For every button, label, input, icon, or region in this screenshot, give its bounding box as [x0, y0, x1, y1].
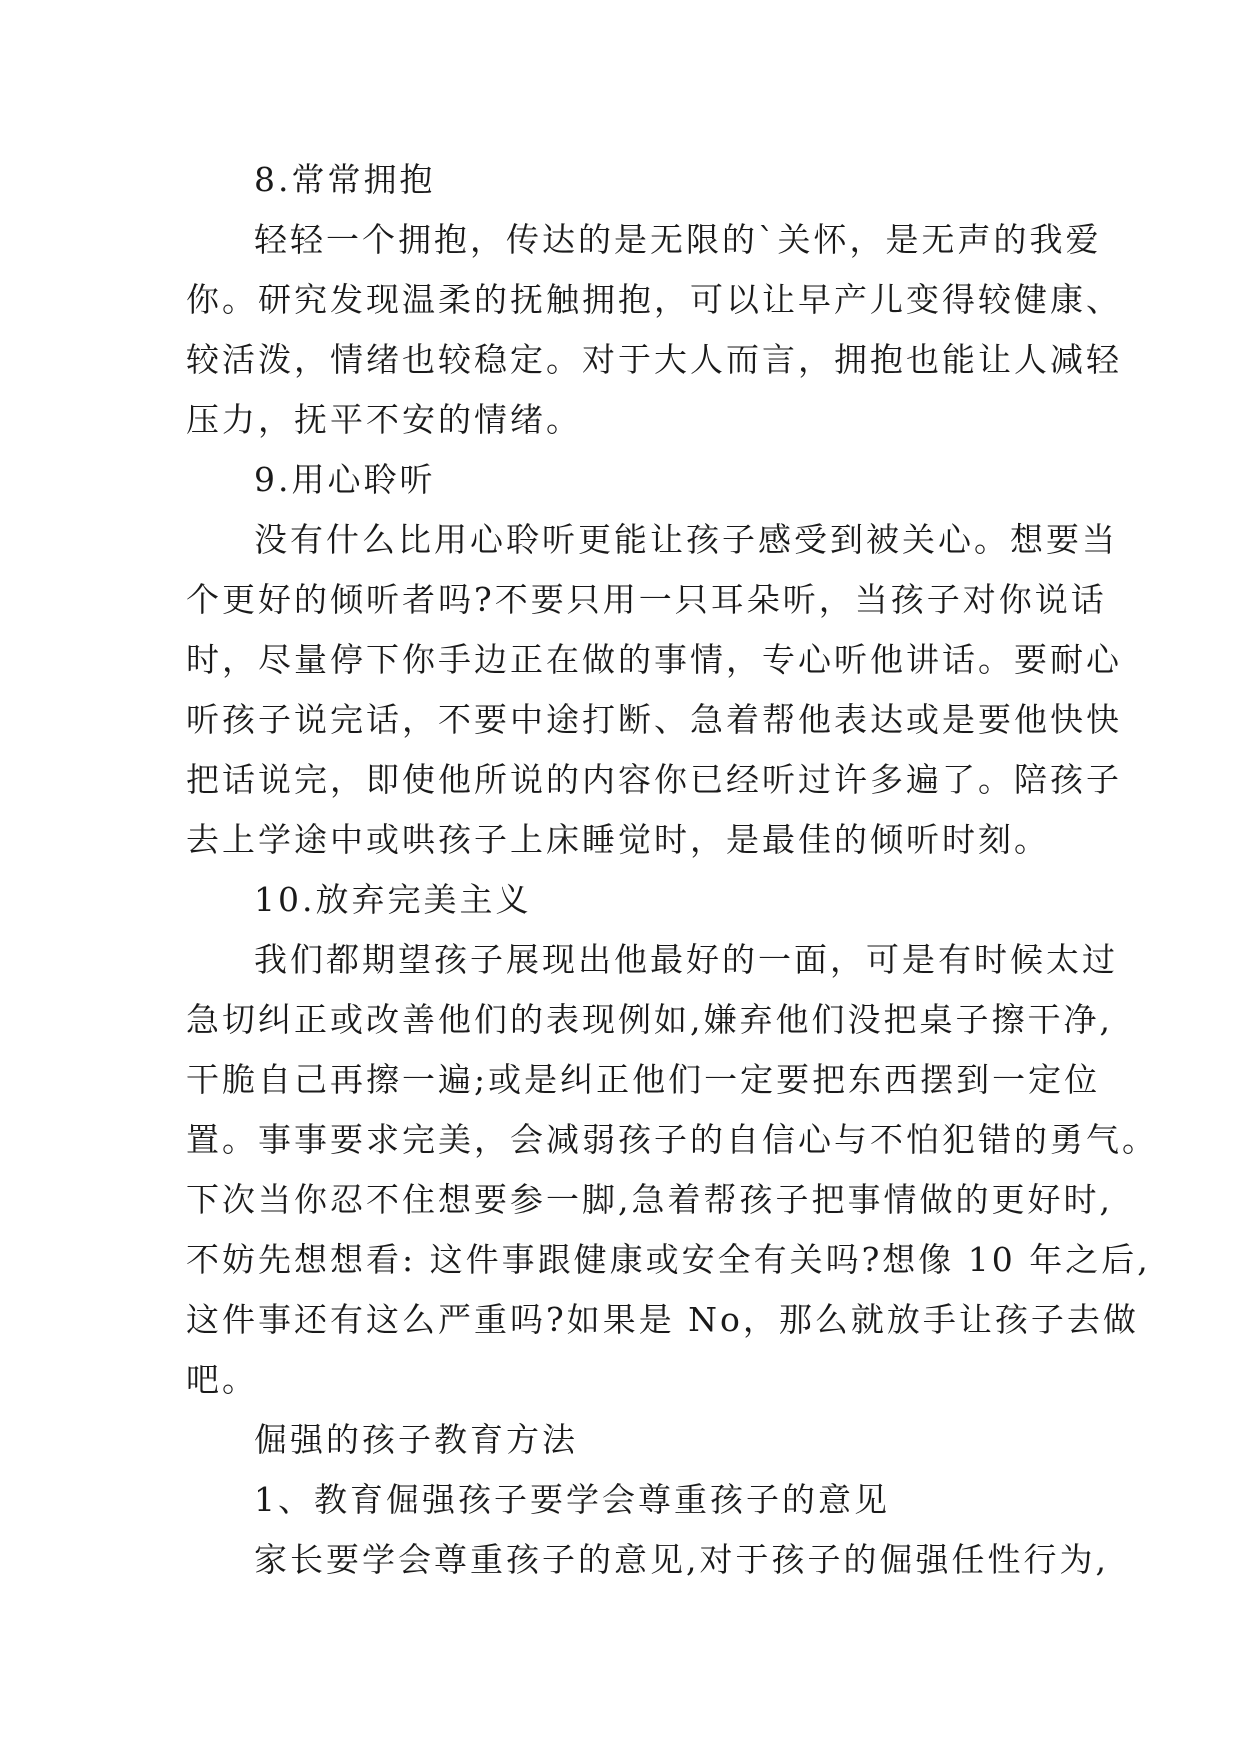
section-heading: 倔强的孩子教育方法 [254, 1420, 578, 1459]
paragraph-line: 把话说完，即使他所说的内容你已经听过许多遍了。陪孩子 [186, 760, 1122, 799]
paragraph-line: 这件事还有这么严重吗?如果是 No，那么就放手让孩子去做 [186, 1300, 1139, 1339]
paragraph-line: 家长要学会尊重孩子的意见,对于孩子的倔强任性行为, [254, 1540, 1109, 1579]
paragraph-line: 急切纠正或改善他们的表现例如,嫌弃他们没把桌子擦干净, [186, 1000, 1113, 1039]
paragraph-line: 去上学途中或哄孩子上床睡觉时，是最佳的倾听时刻。 [186, 820, 1050, 859]
paragraph-line: 较活泼，情绪也较稳定。对于大人而言，拥抱也能让人减轻 [186, 340, 1122, 379]
document-body [186, 150, 1158, 1590]
paragraph-line: 没有什么比用心聆听更能让孩子感受到被关心。想要当 [254, 520, 1118, 559]
section-heading: 10.放弃完美主义 [254, 880, 532, 919]
subsection-heading: 1、教育倔强孩子要学会尊重孩子的意见 [254, 1480, 890, 1519]
paragraph-line: 干脆自己再擦一遍;或是纠正他们一定要把东西摆到一定位 [186, 1060, 1101, 1099]
paragraph-line: 置。事事要求完美，会减弱孩子的自信心与不怕犯错的勇气。 [186, 1120, 1158, 1159]
paragraph-line: 你。研究发现温柔的抚触拥抱，可以让早产儿变得较健康、 [186, 280, 1122, 319]
paragraph-line: 吧。 [186, 1360, 258, 1399]
paragraph-line: 个更好的倾听者吗?不要只用一只耳朵听，当孩子对你说话 [186, 580, 1107, 619]
paragraph-line: 听孩子说完话，不要中途打断、急着帮他表达或是要他快快 [186, 700, 1122, 739]
paragraph-line: 下次当你忍不住想要参一脚,急着帮孩子把事情做的更好时, [186, 1180, 1113, 1219]
section-heading: 9.用心聆听 [254, 460, 436, 499]
paragraph-line: 压力，抚平不安的情绪。 [186, 400, 582, 439]
paragraph-line: 轻轻一个拥抱，传达的是无限的`关怀，是无声的我爱 [254, 220, 1102, 259]
paragraph-line: 不妨先想想看: 这件事跟健康或安全有关吗?想像 10 年之后, [186, 1240, 1151, 1279]
paragraph-line: 时，尽量停下你手边正在做的事情，专心听他讲话。要耐心 [186, 640, 1122, 679]
paragraph-line: 我们都期望孩子展现出他最好的一面，可是有时候太过 [254, 940, 1118, 979]
section-heading: 8.常常拥抱 [254, 160, 436, 199]
